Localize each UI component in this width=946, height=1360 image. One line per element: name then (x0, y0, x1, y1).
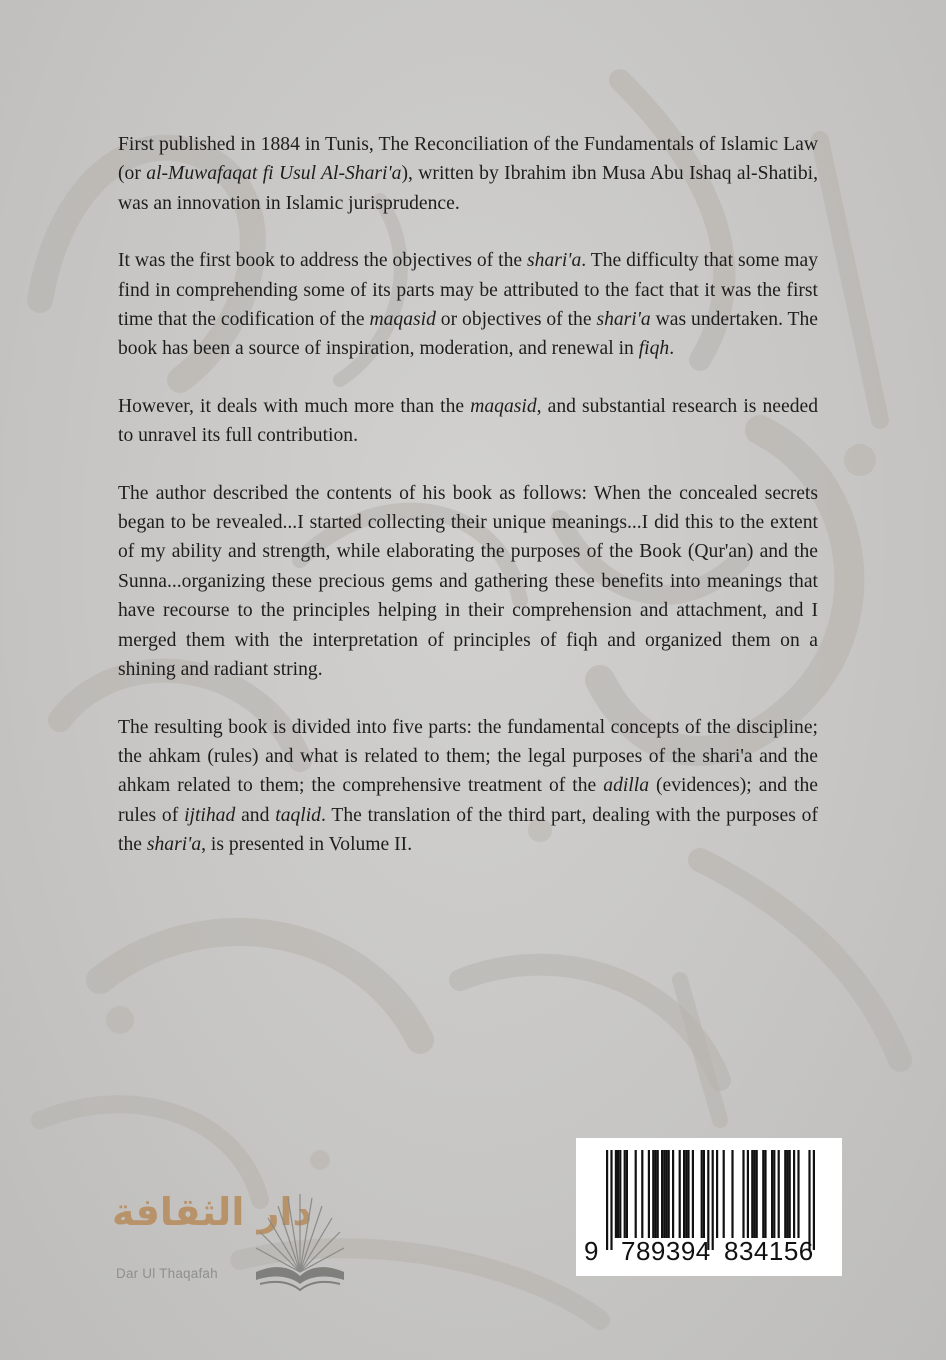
text-run: . (669, 338, 675, 360)
text-run: It was the first book to address the objectives of the (118, 250, 528, 272)
italic-run: adilla (603, 775, 649, 797)
barcode-bar (648, 1150, 650, 1238)
publisher-name-english: Dar Ul Thaqafah (116, 1266, 218, 1281)
paragraph-4 (118, 479, 818, 685)
barcode-bar (610, 1150, 612, 1250)
paragraph-5 (118, 713, 818, 860)
barcode-bar (641, 1150, 643, 1238)
italic-run: shari'a (596, 309, 651, 331)
barcode-bar (784, 1150, 786, 1238)
barcode-bar (657, 1150, 659, 1238)
barcode-bar (619, 1150, 621, 1238)
barcode-bar (707, 1150, 709, 1250)
italic-run: taqlid (275, 804, 321, 826)
barcode-bar (665, 1150, 667, 1238)
barcode-bar (813, 1150, 815, 1250)
barcode-bar (751, 1150, 753, 1238)
publisher-name-arabic: دار الثقافة (112, 1190, 312, 1234)
barcode-bar (663, 1150, 665, 1238)
barcode-bar (679, 1150, 681, 1238)
barcode-bar (786, 1150, 788, 1238)
barcode-bar (624, 1150, 626, 1238)
barcode-right-digits: 834156 (724, 1236, 814, 1266)
paragraph-2 (118, 246, 818, 364)
text-run: , is presented in Volume II. (201, 834, 413, 856)
barcode-bar (661, 1150, 663, 1238)
text-run: . The translation of the third part, dealing with the purposes of the (118, 804, 818, 856)
text-run: was undertaken. The book has been a source of inspiration, moderation, and renewal in (118, 309, 818, 360)
paragraph-1 (118, 130, 818, 218)
text-run: The author described the contents of his book as follows: When the concealed secrets began to be revealed...I started collecting their unique meanings...I did this to the extent of my ability and strength, while elaborating the purposes of the Book (Qur'an) and the Sunna...organizing these precious gems and gathering these benefits into meanings that have recourse to the principles helping in their comprehension and attachment, and I merged them with the interpretation of principles of fiqh and organized them on a shining and radiant string. (118, 482, 818, 681)
barcode-bar (606, 1150, 608, 1250)
barcode-bar (808, 1150, 810, 1250)
barcode-bar (731, 1150, 733, 1238)
barcode-bar (764, 1150, 766, 1238)
text-run: and (235, 804, 276, 826)
barcode-bar (747, 1150, 749, 1238)
barcode-bar (723, 1150, 725, 1238)
text-run: (evidences); and the rules of (118, 775, 818, 826)
text-run: ), written by Ibrahim ibn Musa Abu Ishaq al-Shatibi, was an innovation in Islamic jurisprudence. (118, 163, 818, 214)
barcode-bar (703, 1150, 705, 1238)
barcode-bar (672, 1150, 674, 1238)
barcode-bar (692, 1150, 694, 1238)
barcode-bar (753, 1150, 755, 1238)
open-book-icon (254, 1188, 346, 1294)
barcode-bar (716, 1150, 718, 1238)
italic-run: fiqh (638, 338, 670, 360)
text-run: The resulting book is divided into five parts: the fundamental concepts of the discipline; the ahkam (rules) and what is related to them; the legal purposes of the shari'a and the ahkam related to them; the comprehensive treatment of the (118, 716, 818, 797)
italic-run: shari'a (146, 834, 202, 856)
barcode-lead-digit: 9 (584, 1236, 599, 1266)
barcode-bar (797, 1150, 799, 1238)
barcode-bar (687, 1150, 689, 1238)
barcode-bar (793, 1150, 795, 1238)
barcode-bar (701, 1150, 703, 1238)
description-text (118, 130, 818, 860)
italic-run: maqasid (470, 395, 537, 417)
barcode-bar (773, 1150, 775, 1238)
text-run: , and substantial research is needed to unravel its full contribution. (118, 395, 818, 447)
barcode-bar (771, 1150, 773, 1238)
barcode-bar (654, 1150, 656, 1238)
italic-run: shari'a (527, 250, 582, 272)
isbn-barcode (576, 1138, 842, 1276)
barcode-left-digits: 789394 (621, 1236, 711, 1266)
barcode-bar (742, 1150, 744, 1238)
text-run: or objectives of the (435, 309, 597, 331)
barcode-bar (685, 1150, 687, 1238)
barcode-bar (615, 1150, 617, 1238)
publisher-logo (108, 1182, 348, 1302)
text-run: However, it deals with much more than the (118, 395, 471, 417)
barcode-bar (762, 1150, 764, 1238)
barcode-bar (789, 1150, 791, 1238)
barcode-bar (683, 1150, 685, 1238)
barcode-bar (778, 1150, 780, 1238)
text-run: First published in 1884 in Tunis, The Reconciliation of the Fundamentals of Islamic Law (or (118, 134, 818, 185)
paragraph-3 (118, 392, 818, 451)
italic-run: al-Muwafaqat fi Usul Al-Shari'a (146, 163, 402, 185)
barcode-bar (652, 1150, 654, 1238)
barcode-bar (756, 1150, 758, 1238)
barcode-bar (617, 1150, 619, 1238)
text-run: . The difficulty that some may find in comprehending some of its parts may be attributed to the fact that it was the first time that the codification of the (118, 250, 818, 331)
barcode-bar (668, 1150, 670, 1238)
italic-run: ijtihad (184, 804, 236, 826)
barcode-bar (626, 1150, 628, 1238)
barcode-bar (712, 1150, 714, 1250)
italic-run: maqasid (369, 309, 436, 331)
barcode-bar (635, 1150, 637, 1238)
